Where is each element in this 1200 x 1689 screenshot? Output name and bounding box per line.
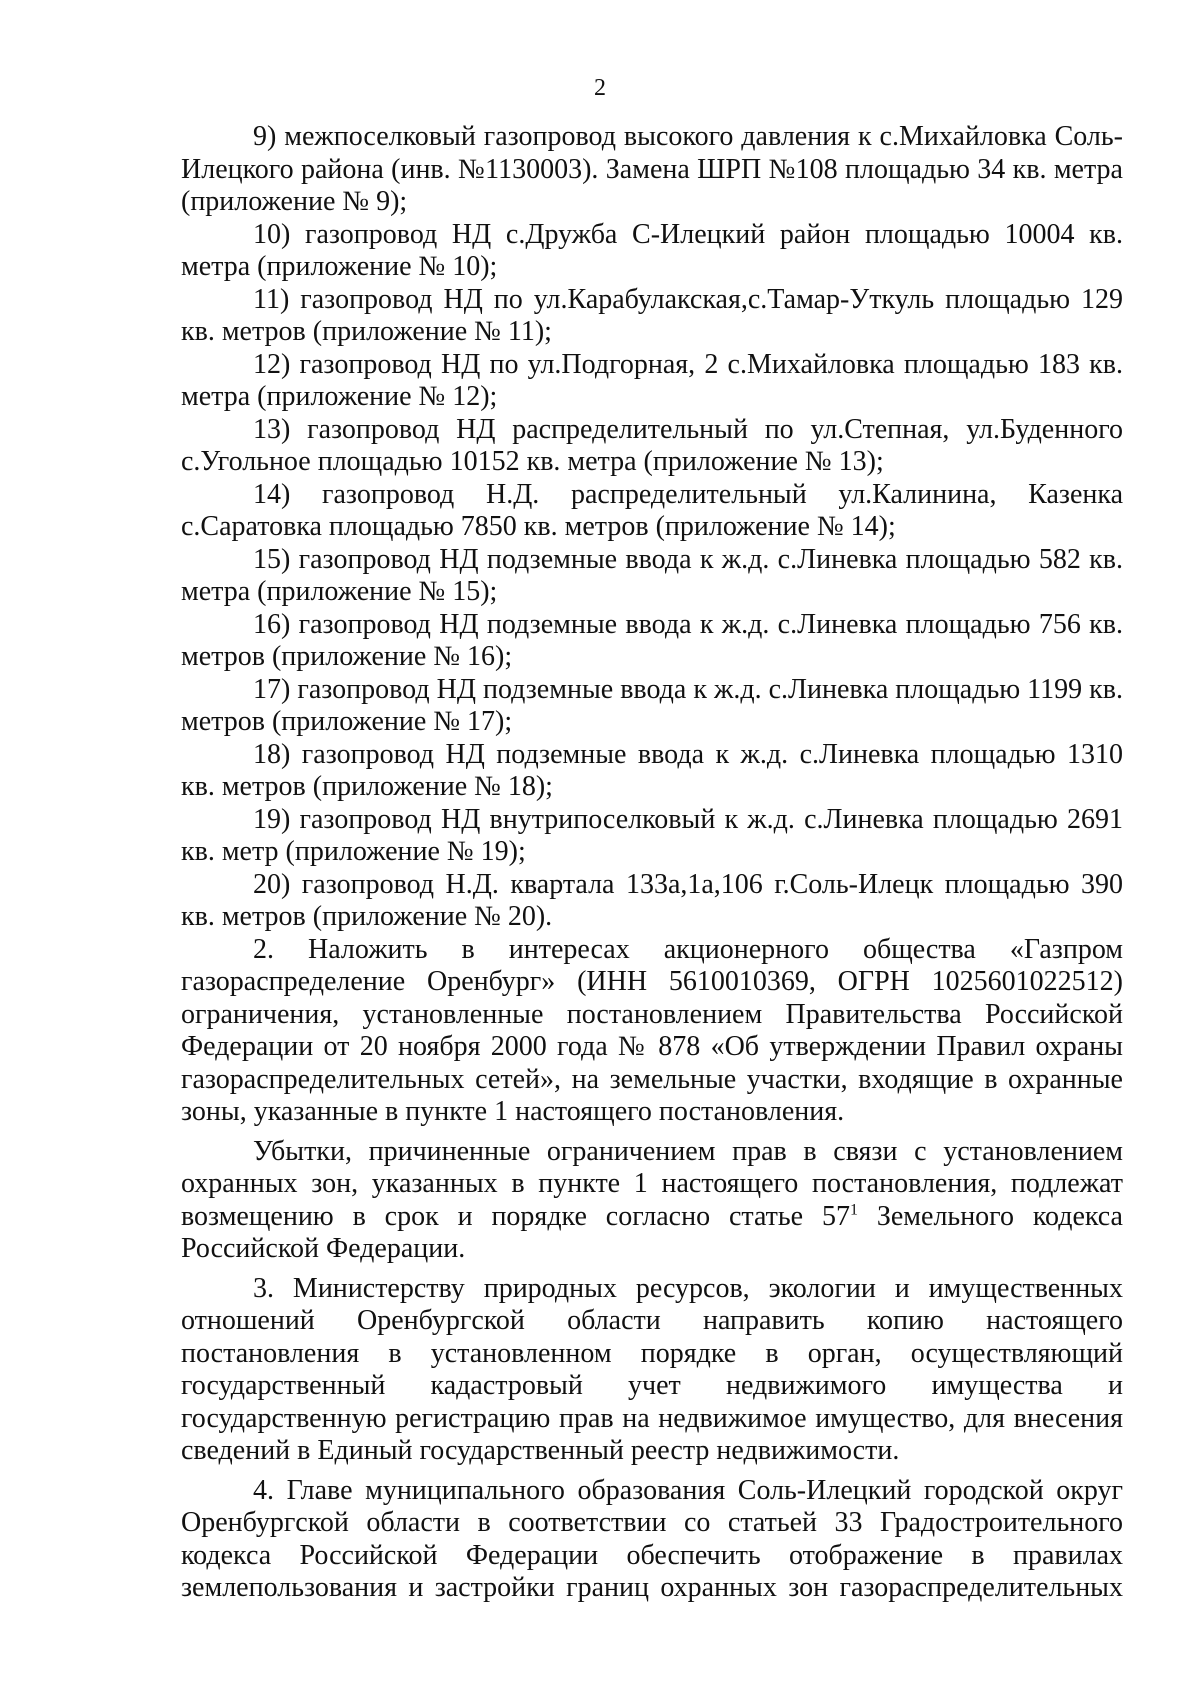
list-item-16: 16) газопровод НД подземные ввода к ж.д. с.Линевка площадью 756 кв. метров (приложение № 16); xyxy=(181,608,1123,672)
list-item-9: 9) межпоселковый газопровод высокого давления к с.Михайловка Соль-Илецкого района (инв. №1130003). Замена ШРП №108 площадью 34 кв. метра (приложение № 9); xyxy=(181,121,1123,217)
page-number: 2 xyxy=(594,75,606,101)
losses-text-end: Земельного кодекса Российской Федерации. xyxy=(181,1200,1123,1264)
list-item-14: 14) газопровод Н.Д. распределительный ул.Калинина, Казенка с.Саратовка площадью 7850 кв. метров (приложение № 14); xyxy=(181,478,1123,542)
paragraph-point-3: 3. Министерству природных ресурсов, экологии и имущественных отношений Оренбургской области направить копию настоящего постановления в установленном порядке в орган, осуществляющий государственный кадастровый учет недвижимого имущества и государственную регистрацию прав на недвижимое имущество, для внесения сведений в Единый государственный реестр недвижимости. xyxy=(181,1272,1123,1466)
list-item-12: 12) газопровод НД по ул.Подгорная, 2 с.Михайловка площадью 183 кв. метра (приложение № 12); xyxy=(181,348,1123,412)
list-item-20: 20) газопровод Н.Д. квартала 133а,1а,106 г.Соль-Илецк площадью 390 кв. метров (приложение № 20). xyxy=(181,868,1123,932)
paragraph-losses xyxy=(181,1136,1123,1266)
list-item-19: 19) газопровод НД внутрипоселковый к ж.д. с.Линевка площадью 2691 кв. метр (приложение № 19); xyxy=(181,803,1123,867)
article-superscript: 1 xyxy=(849,1201,858,1219)
list-item-15: 15) газопровод НД подземные ввода к ж.д. с.Линевка площадью 582 кв. метра (приложение № 15); xyxy=(181,543,1123,607)
paragraph-point-2: 2. Наложить в интересах акционерного общества «Газпром газораспределение Оренбург» (ИНН 5610010369, ОГРН 1025601022512) ограничения, установленные постановлением Правительства Российской Федерации от 20 ноября 2000 года № 878 «Об утверждении Правил охраны газораспределительных сетей», на земельные участки, входящие в охранные зоны, указанные в пункте 1 настоящего постановления. xyxy=(181,933,1123,1127)
list-item-18: 18) газопровод НД подземные ввода к ж.д. с.Линевка площадью 1310 кв. метров (приложение № 18); xyxy=(181,738,1123,802)
list-item-13: 13) газопровод НД распределительный по ул.Степная, ул.Буденного с.Угольное площадью 10152 кв. метра (приложение № 13); xyxy=(181,413,1123,477)
list-item-10: 10) газопровод НД с.Дружба С-Илецкий район площадью 10004 кв. метра (приложение № 10); xyxy=(181,218,1123,282)
losses-text: Убытки, причиненные ограничением прав в связи с установлением охранных зон, указанных в пункте 1 настоящего постановления, подлежат возмещению в срок и порядке согласно статье 57 xyxy=(181,1135,1123,1232)
list-item-11: 11) газопровод НД по ул.Карабулакская,с.Тамар-Уткуль площадью 129 кв. метров (приложение № 11); xyxy=(181,283,1123,347)
list-item-17: 17) газопровод НД подземные ввода к ж.д. с.Линевка площадью 1199 кв. метров (приложение № 17); xyxy=(181,673,1123,737)
document-body xyxy=(181,121,1123,1605)
paragraph-point-4: 4. Главе муниципального образования Соль-Илецкий городской округ Оренбургской области в соответствии со статьей 33 Градостроительного кодекса Российской Федерации обеспечить отображение в правилах землепользования и застройки границ охранных зон газораспределительных xyxy=(181,1474,1123,1603)
